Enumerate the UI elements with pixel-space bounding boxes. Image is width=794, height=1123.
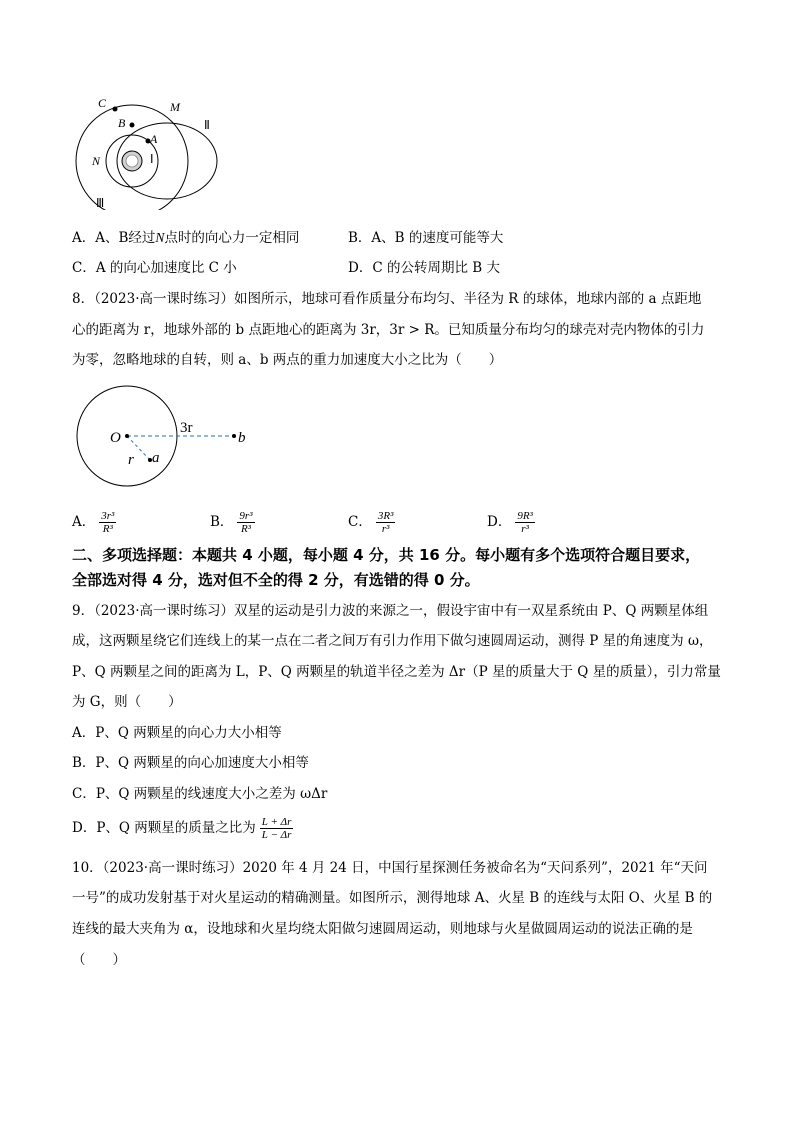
label-r: r	[128, 452, 134, 468]
label-ii: Ⅱ	[204, 118, 210, 132]
label-3r: 3r	[180, 420, 193, 436]
section-2-heading-line-2: 全部选对得 4 分，选对但不全的得 2 分，有选错的得 0 分。	[72, 571, 480, 589]
earth-figure	[72, 378, 272, 488]
q8-stem-line-1: 8．（2023·高一课时练习）如图所示，地球可看作质量分布均匀、半径为 R 的球体，地球内部的 a 点距地	[72, 291, 702, 307]
label-a: A	[150, 132, 158, 146]
q9-stem-line-2: 成，这两颗星绕它们连线上的某一点在二者之间万有引力作用下做匀速圆周运动，测得 P 星的角速度为 ω，	[72, 633, 713, 649]
q9-stem-line-1: 9．（2023·高一课时练习）双星的运动是引力波的来源之一，假设宇宙中有一双星系统由 P、Q 两颗星体组	[72, 603, 709, 619]
point-o	[125, 434, 129, 438]
q8-stem-line-3: 为零，忽略地球的自转，则 a、b 两点的重力加速度大小之比为（ ）	[72, 352, 503, 368]
q9-option-a: A．P、Q 两颗星的向心力大小相等	[72, 725, 282, 741]
q9-option-c: C．P、Q 两颗星的线速度大小之差为 ωΔr	[72, 786, 328, 802]
q8-stem-line-2: 心的距离为 r，地球外部的 b 点距地心的距离为 3r，3r > R。已知质量分布均匀的球壳对壳内物体的引力	[72, 322, 705, 338]
q7-option-c: C．A 的向心加速度比 C 小	[72, 260, 237, 276]
q8-option-a: A． $\frac{\text{3r³}}{\text{R³}}$	[72, 510, 115, 535]
orbit-figure	[70, 95, 230, 210]
label-iii: Ⅲ	[96, 196, 105, 210]
q9-stem-line-3: P、Q 两颗星之间的距离为 L，P、Q 两颗星的轨道半径之差为 Δr（P 星的质量大于 Q 星的质量），引力常量	[72, 664, 721, 680]
q8-option-d: D． $\frac{\text{9R³}}{\text{r³}}$	[487, 510, 533, 535]
q7-option-a: A．A、B经过N点时的向心力一定相同	[72, 230, 300, 246]
section-2-heading-line-1: 二、多项选择题：本题共 4 小题，每小题 4 分，共 16 分。每小题有多个选项符合题目要求，	[72, 546, 701, 564]
label-o: O	[110, 430, 121, 446]
q7-option-b: B．A、B 的速度可能等大	[348, 230, 504, 246]
point-b	[232, 434, 236, 438]
q10-stem-line-2: 一号”的成功发射基于对火星运动的精确测量。如图所示，测得地球 A、火星 B 的连线与太阳 O、火星 B 的	[72, 890, 713, 906]
q10-stem-line-3: 连线的最大夹角为 α，设地球和火星均绕太阳做匀速圆周运动，则地球与火星做圆周运动的说法正确的是	[72, 921, 693, 937]
label-a: a	[152, 450, 160, 466]
q8-option-c: C． $\frac{\text{3R³}}{\text{r³}}$	[348, 510, 394, 535]
q9-option-b: B．P、Q 两颗星的向心加速度大小相等	[72, 755, 309, 771]
q9-option-d: D．P、Q 两颗星的质量之比为 $\frac{L + \Delta r}{L - \Delta r}$	[72, 816, 292, 841]
label-b: B	[118, 116, 126, 130]
label-c: C	[98, 96, 107, 110]
label-i: Ⅰ	[150, 152, 154, 166]
q9-stem-line-4: 为 G，则（ ）	[72, 694, 182, 710]
q7-option-d: D．C 的公转周期比 B 大	[348, 260, 500, 276]
label-b: b	[238, 430, 246, 446]
label-m: M	[170, 100, 180, 114]
point-b	[130, 123, 135, 128]
q8-option-b: B． $\frac{\text{9r³}}{\text{R³}}$	[210, 510, 253, 535]
q10-stem-line-4: （ ）	[72, 952, 126, 968]
label-n: N	[92, 154, 101, 168]
point-c	[113, 107, 118, 112]
q10-stem-line-1: 10．（2023·高一课时练习）2020 年 4 月 24 日，中国行星探测任务被命名为“天问系列”，2021 年“天问	[72, 860, 708, 876]
